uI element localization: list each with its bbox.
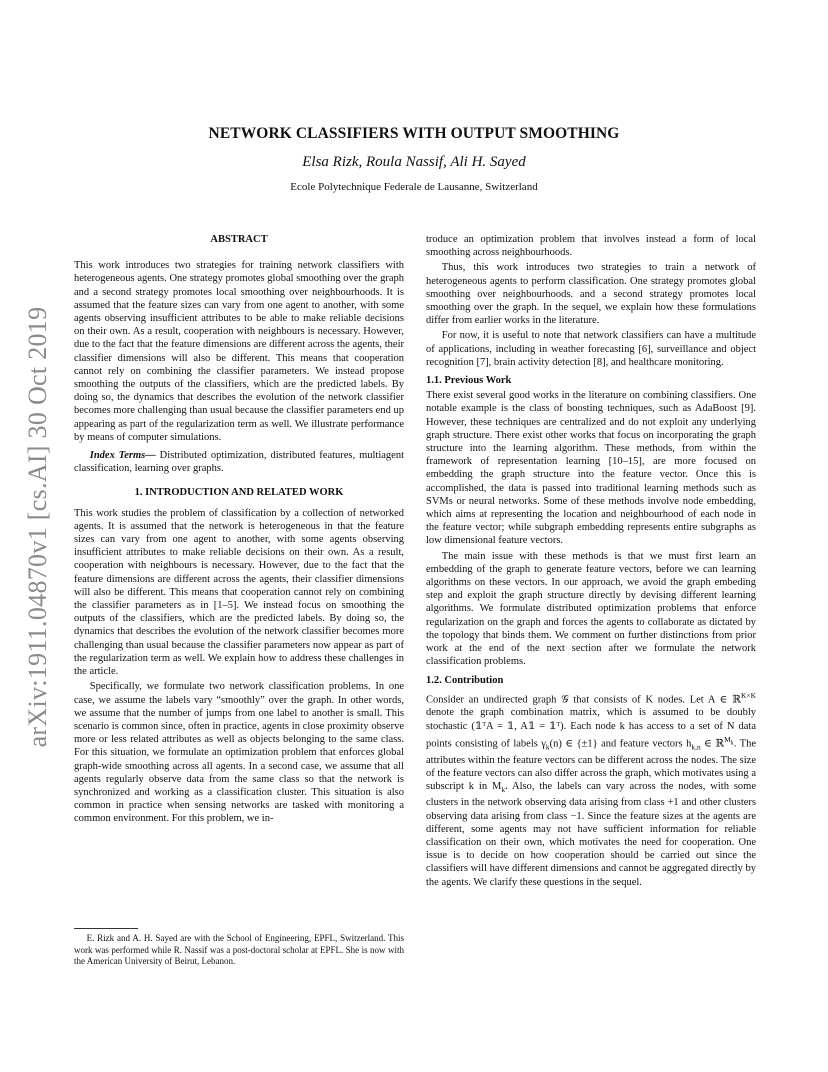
left-column [74, 233, 404, 826]
intro-paragraph-1: This work studies the problem of classification by a collection of networked agents. It is assumed that the network is heterogeneous in that the feature sizes can vary from one agent to another, with some agents observing insufficient attributes to make reliable decisions on their own. As a result, cooperation with neighbours is necessary. However, due to the fact that the feature dimensions are different across the agents, their classifier dimensions will also be different. This means that cooperation cannot rely on combining the classifier parameters as in [1–5]. We instead focus on smoothing the outputs of the classifiers, which are the predicted labels. By doing so, the dynamics that describes the evolution of the network classifier becomes more challenging than usual because the classifier parameters now appear as part of the regularization term as well. We explain how to address these challenges in the article. [74, 507, 404, 678]
arxiv-identifier: arXiv:1911.04870v1 [cs.AI] 30 Oct 2019 [23, 306, 52, 748]
abstract-body: This work introduces two strategies for training network classifiers with heterogeneous agents. One strategy promotes global smoothing over the graph and a second strategy promotes local smoothing over neighbourhoods. It is assumed that the feature sizes can vary from one agent to another, with some agents observing insufficient attributes to be able to make reliable decisions on their own. As a result, cooperation with neighbours is necessary. However, due to the fact that the feature dimensions are different across the agents, their classifier dimensions will also be different. This means that cooperation cannot rely on combining the classifier parameters. We instead propose smoothing the outputs of the classifiers, which are the predicted labels. By doing so, the dynamics that describes the evolution of the network classifier becomes more challenging than usual because the classifier parameters end up appearing as part of the regularization term as well. We illustrate performance by means of computer simulations. [74, 260, 404, 443]
right-column [426, 233, 756, 889]
index-terms-text: Distributed optimization, distributed features, multiagent classification, learning over graphs. [74, 450, 404, 475]
paper-title: NETWORK CLASSIFIERS WITH OUTPUT SMOOTHING [208, 125, 620, 142]
footnote [74, 933, 404, 968]
footnote-text: E. Rizk and A. H. Sayed are with the School of Engineering, EPFL, Switzerland. This work was performed while R. Nassif was a post-doctoral scholar at EPFL. She is now with the American University of Beirut, Lebanon. [74, 933, 404, 967]
footnote-rule [74, 928, 138, 929]
paper-affiliation: Ecole Polytechnique Federale de Lausanne, Switzerland [290, 181, 538, 193]
section-heading: 1. INTRODUCTION AND RELATED WORK [134, 487, 344, 499]
paper-authors: Elsa Rizk, Roula Nassif, Ali H. Sayed [302, 154, 526, 170]
intro-continued: troduce an optimization problem that involves instead a form of local smoothing across neighbourhoods. [426, 234, 756, 259]
intro-paragraph-2: Specifically, we formulate two network classification problems. In one case, we assume the labels vary “smoothly” over the graph. In other words, we assume that the number of jumps from one label to another is small. This scenario is common since, often in practice, agents in close proximity observe more or less related attributes as well as objects belonging to the same class. For this situation, we formulate an optimization problem that enforces global graph-wide smoothing across all agents. In a second case, we assume that all agents regularly observe data from the same class so that the network is synchronized and working as a classification cluster. This situation is also common in practice when sensing networks are tasked with monitoring a common environment. For this problem, we in- [74, 681, 404, 825]
previous-work-paragraph-2: The main issue with these methods is that we must first learn an embedding of the graph to generate feature vectors, before we can learning algorithms on these vectors. In our approach, we avoid the graph embeding step and exploit the graph structure directly by devising different learning algorithms. We formulate distributed optimization problems that enforce regularization on the graph and forces the agents to collaborate as dictated by the topology that binds them. We comment on further distinctions from prior work at the end of the next section after we formulate the network classification problems. [426, 550, 756, 668]
subsection-previous-work: 1.1. Previous Work [426, 375, 512, 387]
paragraph-thus: Thus, this work introduces two strategies to train a network of heterogeneous agents to perform classification. One strategy promotes global smoothing over neighbourhoods. and a second strategy promotes local smoothing over the graph. In the sequel, we explain how these formulations differ from earlier works in the literature. [426, 262, 756, 327]
previous-work-paragraph-1: There exist several good works in the literature on combining classifiers. One notable example is the class of boosting techniques, such as AdaBoost [9]. However, these techniques are centralized and do not exploit any underlying graph structure. There exist other works that focus on incorporating the graph structure into the learning algorithm. These methods, from within the framework of representation learning [10–15], are more focused on embedding the graph structure into the feature vector. Once this is accomplished, the data is passed into traditional learning methods such as SVMs or neural networks. Some of these methods involve node embedding, which aims at representing the location and neighbourhood of each node in the feature vector; while subgraph embedding represents entire subgraphs as low dimensional feature vectors. [426, 390, 756, 547]
paragraph-applications: For now, it is useful to note that network classifiers can have a multitude of applications, including in weather forecasting [6], surveillance and object recognition [7], brain activity detection [8], and healthcare monitoring. [426, 330, 756, 368]
index-terms-label: Index Terms— [89, 450, 156, 462]
abstract-heading: ABSTRACT [210, 234, 268, 245]
contribution-paragraph: Consider an undirected graph 𝒢 that consists of K nodes. Let A ∈ ℝ$^{K\times K}$ denote the graph combination matrix, which is assumed to be doubly stochastic (𝟙ᵀA = 𝟙, A𝟙 = 𝟙ᵀ). Each node k has access to a set of N data points consisting of labels $\gamma_k(n)$ ∈ {±1} and feature vectors $h_{k,n}$ ∈ ℝ$^{M_k}$. The attributes within the feature vectors can be different across the nodes. The size of the feature vectors can also differ across the graph, which motivates using a subscript k in $M_k$. Also, the labels can vary across the nodes, with some clusters in the network observing data arising from class +1 and other clusters observing data arising from class −1. Since the feature sizes at the agents are different, some agents may not have sufficient information for reliable classification on their own, which motivates the need for cooperation. One issue is to decide on how cooperation should be carried out since the classifiers will have different dimensions and cannot be aggregated directly by the agents. We clarify these questions in the sequel. [426, 690, 757, 888]
subsection-contribution: 1.2. Contribution [426, 674, 504, 686]
arxiv-watermark [18, 296, 58, 758]
index-terms [74, 449, 404, 475]
